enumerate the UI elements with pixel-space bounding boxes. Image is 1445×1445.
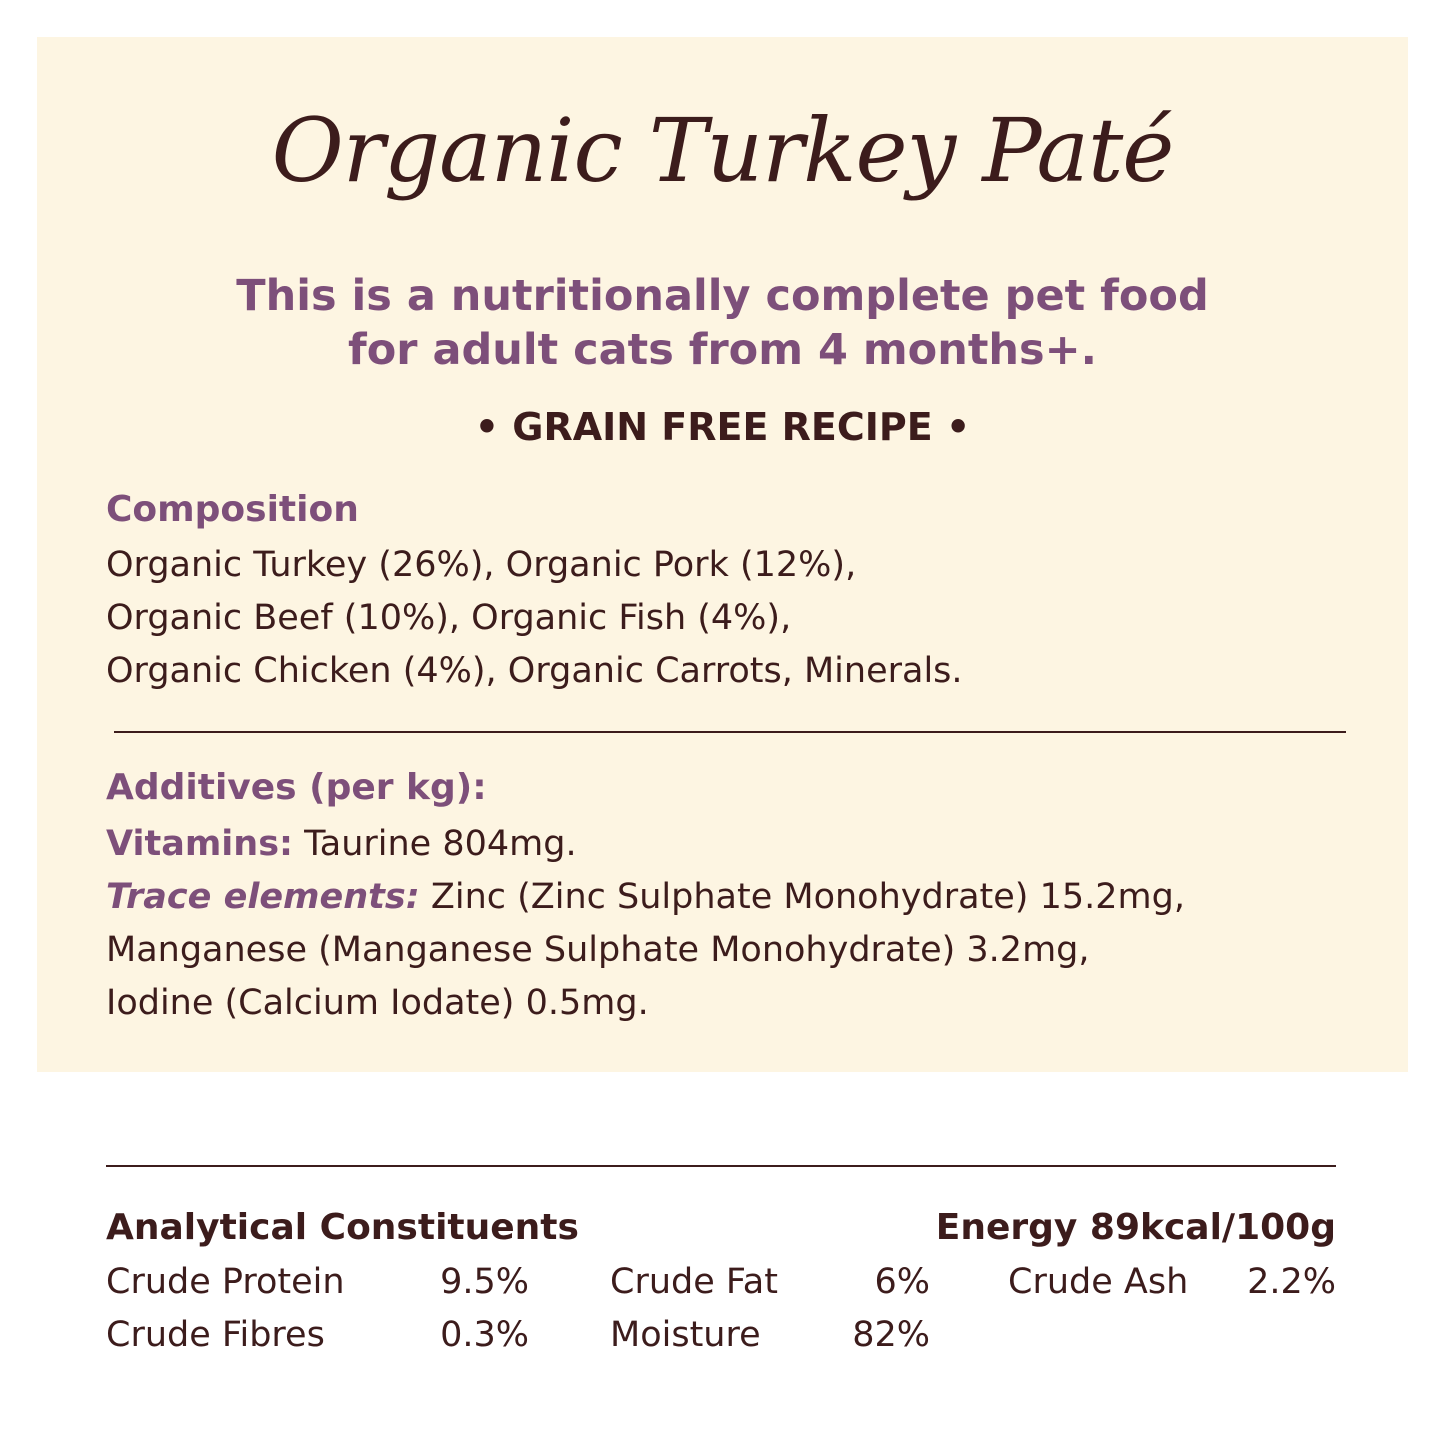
- crude-protein-value: 9.5%: [440, 1262, 529, 1302]
- crude-fibres-value: 0.3%: [440, 1315, 529, 1355]
- composition-line-2: Organic Beef (10%), Organic Fish (4%),: [106, 598, 792, 638]
- composition-line-3: Organic Chicken (4%), Organic Carrots, Minerals.: [106, 651, 963, 691]
- composition-line-1: Organic Turkey (26%), Organic Pork (12%),: [106, 545, 857, 585]
- crude-fat-value: 6%: [874, 1262, 930, 1302]
- vitamins-line: [106, 818, 1185, 871]
- trace-value: Zinc (Zinc Sulphate Monohydrate) 15.2mg,: [419, 877, 1185, 917]
- crude-ash-label: Crude Ash: [1008, 1262, 1189, 1302]
- trace-label: Trace elements:: [106, 877, 420, 917]
- analytical-heading: Analytical Constituents: [106, 1207, 579, 1248]
- trace-line-3: Iodine (Calcium Iodate) 0.5mg.: [106, 983, 649, 1023]
- additives-heading: Additives (per kg):: [106, 767, 487, 808]
- additives-text: [106, 818, 1185, 1030]
- subtitle-line-1: This is a nutritionally complete pet food: [236, 271, 1209, 321]
- crude-fat-label: Crude Fat: [610, 1262, 778, 1302]
- moisture-value: 82%: [852, 1315, 930, 1355]
- subtitle-line-2: for adult cats from 4 months+.: [348, 325, 1097, 375]
- product-title: Organic Turkey Paté: [271, 99, 1174, 202]
- composition-heading: Composition: [106, 489, 359, 530]
- moisture-label: Moisture: [610, 1315, 761, 1355]
- crude-fibres-label: Crude Fibres: [106, 1315, 325, 1355]
- trace-line-2: Manganese (Manganese Sulphate Monohydrate) 3.2mg,: [106, 930, 1090, 970]
- energy-value: Energy 89kcal/100g: [935, 1207, 1336, 1248]
- divider-1: [114, 731, 1346, 733]
- crude-ash-value: 2.2%: [1247, 1262, 1336, 1302]
- composition-text: [106, 539, 963, 698]
- vitamins-value: Taurine 804mg.: [293, 824, 577, 864]
- crude-protein-label: Crude Protein: [106, 1262, 345, 1302]
- divider-2: [106, 1165, 1336, 1167]
- trace-line-1: [106, 871, 1185, 924]
- vitamins-label: Vitamins:: [106, 824, 294, 864]
- grain-free-badge: • GRAIN FREE RECIPE •: [474, 405, 971, 449]
- label-panel: [37, 37, 1408, 1355]
- product-subtitle: [37, 269, 1408, 377]
